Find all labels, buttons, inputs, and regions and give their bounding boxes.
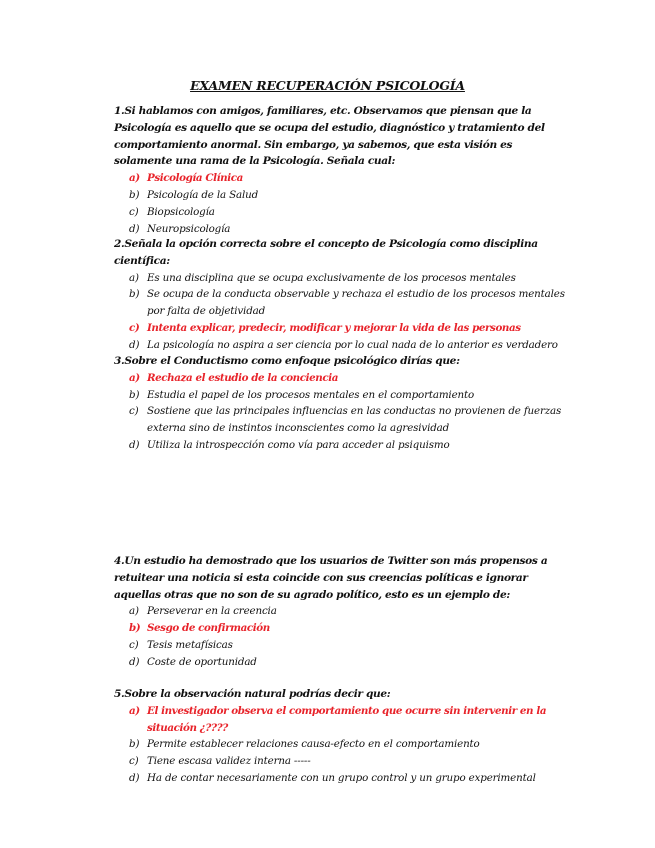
- option-marker: d): [129, 655, 140, 668]
- option-text: Sesgo de confirmación: [147, 622, 270, 635]
- option-text: Coste de oportunidad: [147, 655, 257, 668]
- option-marker: c): [129, 321, 140, 334]
- option-text: Utiliza la introspección como vía para acceder al psiquismo: [147, 438, 450, 451]
- question-stem: 3.Sobre el Conductismo como enfoque psicológico dirías que:: [114, 355, 460, 367]
- option-marker: c): [129, 638, 139, 651]
- option-marker: d): [129, 338, 140, 351]
- option-text: Tesis metafísicas: [147, 638, 233, 651]
- option-d: [114, 654, 569, 671]
- option-marker: c): [129, 755, 139, 768]
- option-marker: c): [129, 205, 139, 218]
- option-text: Sostiene que las principales influencias en las conductas no provienen de fuerzas externa sino de instintos inconscientes como la agresividad: [147, 405, 562, 435]
- option-c: [114, 753, 569, 770]
- option-text: Psicología de la Salud: [147, 188, 259, 201]
- question-3: [114, 353, 569, 454]
- option-b: [114, 187, 569, 204]
- exam-title: EXAMEN RECUPERACIÓN PSICOLOGÍA: [190, 78, 465, 93]
- option-c: [114, 320, 569, 337]
- option-b: [114, 620, 569, 637]
- option-text: Rechaza el estudio de la conciencia: [147, 371, 339, 384]
- option-c: [114, 637, 569, 654]
- option-a: [114, 170, 569, 187]
- option-marker: d): [129, 438, 140, 451]
- question-1: [114, 103, 569, 237]
- option-marker: a): [129, 371, 140, 384]
- option-d: [114, 770, 569, 787]
- option-text: Neuropsicología: [147, 222, 231, 235]
- option-marker: c): [129, 405, 139, 418]
- option-b: [114, 387, 569, 404]
- option-text: Ha de contar necesariamente con un grupo control y un grupo experimental: [147, 771, 536, 784]
- question-2: [114, 236, 569, 354]
- option-marker: b): [129, 288, 140, 301]
- option-text: Perseverar en la creencia: [147, 605, 277, 618]
- option-text: La psicología no aspira a ser ciencia por lo cual nada de lo anterior es verdadero: [147, 338, 558, 351]
- option-d: [114, 337, 569, 354]
- question-stem: 4.Un estudio ha demostrado que los usuarios de Twitter son más propensos a retuitear una noticia si esta coincide con sus creencias políticas e ignorar aquellas otras que no son de su agrado político, esto es un ejemplo de:: [114, 555, 548, 601]
- option-text: Se ocupa de la conducta observable y rechaza el estudio de los procesos mentales por falta de objetividad: [147, 288, 565, 318]
- options-list: [114, 370, 569, 454]
- option-marker: a): [129, 605, 139, 618]
- question-4: [114, 553, 569, 671]
- option-marker: b): [129, 188, 140, 201]
- option-a: [114, 703, 569, 737]
- question-stem: 5.Sobre la observación natural podrías decir que:: [114, 688, 391, 700]
- option-marker: a): [129, 172, 140, 185]
- option-marker: d): [129, 771, 140, 784]
- options-list: [114, 703, 569, 787]
- option-text: El investigador observa el comportamiento que ocurre sin intervenir en la situación ¿????: [147, 704, 547, 734]
- option-text: Permite establecer relaciones causa-efecto en el comportamiento: [147, 738, 480, 751]
- question-stem: 2.Señala la opción correcta sobre el concepto de Psicología como disciplina científica:: [114, 238, 538, 267]
- option-text: Estudia el papel de los procesos mentales en el comportamiento: [147, 388, 475, 401]
- option-text: Tiene escasa validez interna -----: [147, 755, 311, 768]
- option-c: [114, 403, 569, 437]
- option-marker: b): [129, 622, 141, 635]
- option-marker: b): [129, 738, 140, 751]
- option-a: [114, 270, 569, 287]
- options-list: [114, 270, 569, 354]
- question-5: [114, 686, 569, 787]
- option-d: [114, 437, 569, 454]
- option-marker: b): [129, 388, 140, 401]
- option-marker: a): [129, 271, 139, 284]
- option-marker: d): [129, 222, 140, 235]
- option-b: [114, 286, 569, 320]
- option-d: [114, 221, 569, 238]
- option-text: Intenta explicar, predecir, modificar y mejorar la vida de las personas: [147, 321, 521, 334]
- option-a: [114, 370, 569, 387]
- options-list: [114, 603, 569, 670]
- option-text: Biopsicología: [147, 205, 215, 218]
- options-list: [114, 170, 569, 237]
- option-b: [114, 736, 569, 753]
- option-text: Es una disciplina que se ocupa exclusivamente de los procesos mentales: [147, 271, 516, 284]
- option-a: [114, 603, 569, 620]
- question-stem: 1.Si hablamos con amigos, familiares, etc. Observamos que piensan que la Psicología es aquello que se ocupa del estudio, diagnóstico y tratamiento del comportamiento anormal. Sin embargo, ya sabemos, que esta visión es solamente una rama de la Psicología. Señala cual:: [114, 105, 545, 168]
- option-marker: a): [129, 704, 140, 717]
- option-c: [114, 204, 569, 221]
- option-text: Psicología Clínica: [147, 172, 243, 185]
